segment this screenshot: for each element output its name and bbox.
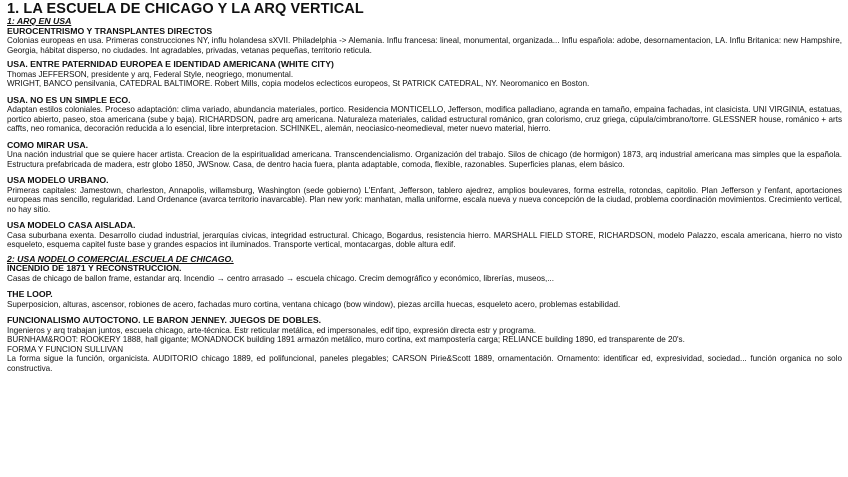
- section-funcionalismo: [7, 316, 842, 373]
- section-paragraph: WRIGHT, BANCO pensilvania, CATEDRAL BALTIMORE. Robert Mills, copia modelos eclecticos europeos, St PATRICK CATEDRAL, NY. Neoromanico en Boston.: [7, 79, 590, 89]
- section-heading: COMO MIRAR USA.: [7, 139, 89, 150]
- section-paragraph: Adaptan estilos coloniales. Proceso adaptación: clima variado, abundancia materiales, portico. Residencia MONTICELLO, Jefferson, modifica palladiano, agranda en tamaño, empaina fachadas, int clasicista. UNI VIRGINIA, estatuas, portico abierto, paseo, stoa americana (sube y baja). RICHARDSON, padre arq americana. Naturaleza materiales, calidad estructural románico, gran colorismo, cruz griega, cúpula/cimbrano/torre. GLESSNER house, románico + arts caffts, neo romanica, decoración reducida a lo esencial, libre interpretacion. SCHINKEL, alemán, neociasico-neomedieval, meter nuevo material, hierro.: [7, 105, 842, 134]
- section-heading: INCENDIO DE 1871 Y RECONSTRUCCION.: [7, 263, 182, 274]
- section-paragraph: Colonias europeas en usa. Primeras construcciones NY, influ holandesa sXVII. Philadelphia -> Alemania. Influ francesa: lineal, monumental, organizada... Influ española: adobe, desornamentacion, LA. Influ Britanica: new Hampshire, Georgia, hábitat disperso, no ciudades. Int agradables, privadas, vetanas pequeñas, territorio reticula.: [7, 36, 842, 55]
- section-heading: FUNCIONALISMO AUTOCTONO. LE BARON JENNEY. JUEGOS DE DOBLES.: [7, 315, 322, 326]
- section-heading: USA. NO ES UN SIMPLE ECO.: [7, 94, 131, 105]
- part-heading-1: 1: ARQ EN USA: [7, 16, 72, 26]
- section-heading: USA MODELO CASA AISLADA.: [7, 220, 136, 230]
- section-heading: USA MODELO URBANO.: [7, 175, 109, 186]
- section-heading: EUROCENTRISMO Y TRANSPLANTES DIRECTOS: [7, 25, 213, 36]
- section-simple-eco: [7, 96, 842, 134]
- section-heading: THE LOOP.: [7, 289, 53, 300]
- section-paragraph: Una nación industrial que se quiere hacer artista. Creacion de la espiritualidad americana. Transcendencialismo. Organización del trabajo. Silos de chicago (de hormigon) 1873, arq industrial americana mas simples que la española. Estructura prefabricada de madera, estr globo 1850, JWSnow. Casa, de dentro hacia fuera, planta adaptable, comoda, flexible, razonables. Superficies planas, elem básico.: [7, 150, 842, 169]
- section-incendio: [7, 264, 842, 283]
- section-paragraph: La forma sigue la función, organicista. AUDITORIO chicago 1889, ed polifuncional, paneles plegables; CARSON Pirie&Scott 1889, ornamentación. Ornamento: identificar ed, expresividad, sociedad... función organica no solo constructiva.: [7, 354, 842, 373]
- section-paragraph: Casa suburbana exenta. Desarrollo ciudad industrial, jerarquías civicas, integridad estructural. Chicago, Bogardus, resistencia hierro. MARSHALL FIELD STORE, RICHARDSON, modelo Palazzo, escala americana, hierro no visto esqueleto, esquema capitel fuste base y grandes espacios int iluminados. Transporte vertical, montacargas, doble altura edif.: [7, 230, 842, 250]
- section-paragraph: Thomas JEFFERSON, presidente y arq, Federal Style, neogriego, monumental.: [7, 69, 294, 79]
- section-subheading-sullivan: FORMA Y FUNCION SULLIVAN: [7, 344, 124, 354]
- section-paragraph: Primeras capitales: Jamestown, charleston, Annapolis, willamsburg, Washington (sede gobierno) L'Enfant, Jefferson, tablero ajedrez, amplios boulevares, forma estrella, rotondas, capitolio. Plan Jefferson y l'enfant, aportaciones europeas mas sencillo, regularidad. Land Ordenance (avarca territorio inavarcable). Plan new york: manhatan, malla uniforme, escala nueva y nueva concepción de la ciudad, problema coordinación movimientos. Crecimiento vertical, no hay sitio.: [7, 185, 842, 214]
- section-paragraph: Casas de chicago de ballon frame, estandar arq. Incendio → centro arrasado → escuela chicago. Crecim demográfico y económico, librerías, museos,...: [7, 273, 555, 283]
- section-paragraph: BURNHAM&ROOT: ROOKERY 1888, hall gigante; MONADNOCK building 1891 armazón metálico, muro cortina, ext mampostería carga; RELIANCE building 1890, ed transparente de 20's.: [7, 335, 685, 345]
- section-heading: USA. ENTRE PATERNIDAD EUROPEA E IDENTIDAD AMERICANA (WHITE CITY): [7, 59, 334, 70]
- section-the-loop: [7, 290, 842, 309]
- section-paragraph: Superposicion, alturas, ascensor, robiones de acero, fachadas muro cortina, ventana chicago (bow window), piezas arcilla huecas, esqueleto acero, problemas estabilidad.: [7, 299, 621, 309]
- section-modelo-urbano: [7, 176, 842, 214]
- section-eurocentrismo: [7, 27, 842, 56]
- section-paternidad: [7, 60, 842, 89]
- section-como-mirar: [7, 141, 842, 170]
- section-casa-aislada: [7, 221, 842, 250]
- part-heading-2: 2: USA NODELO COMERCIAL.ESCUELA DE CHICAGO.: [7, 253, 234, 264]
- document-title: 1. LA ESCUELA DE CHICAGO Y LA ARQ VERTICAL: [7, 1, 364, 17]
- section-paragraph: Ingenieros y arq trabajan juntos, escuela chicago, arte-técnica. Estr reticular metálica, ed impersonales, edif tipo, expresión directa estr y programa.: [7, 325, 537, 335]
